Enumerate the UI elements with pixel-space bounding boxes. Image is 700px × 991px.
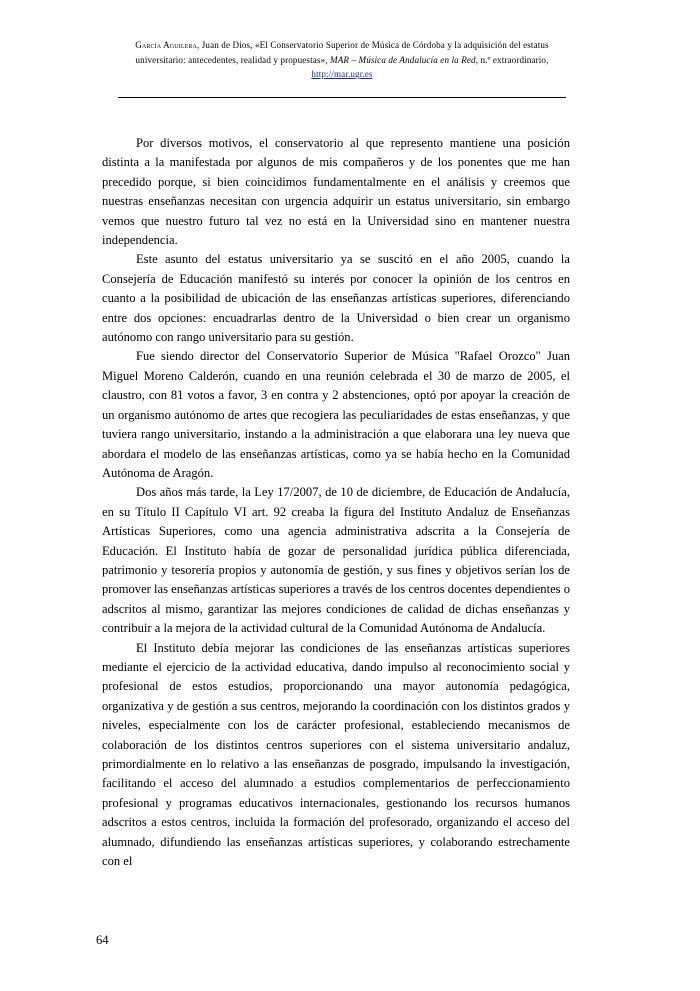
paragraph: Por diversos motivos, el conservatorio al que represento mantiene una posición distinta a la manifestada por algunos de mis compañeros y de los ponentes que me han precedido porque, si bien coincidimos fundamentalmente en el análisis y creemos que nuestras enseñanzas necesitan con urgencia adquirir un estatus universitario, sin embargo vemos que nuestro futuro tal vez no está en la Universidad sino en mantener nuestra independencia. <box>102 136 570 248</box>
page-number: 64 <box>96 933 109 947</box>
header-divider-rule <box>118 97 566 98</box>
paragraph: El Instituto debía mejorar las condiciones de las enseñanzas artísticas superiores mediante el ejercicio de la actividad educativa, dando impulso al reconocimiento social y profesional de estos estudios, proporcionando una mayor autonomía pedagógica, organizativa y de gestión a sus centros, mejorando la coordinación con los distintos grados y niveles, especialmente con los de carácter profesional, estableciendo mecanismos de colaboración de los distintos centros superiores con el sistema universitario andaluz, primordialmente en lo relativo a las enseñanzas de posgrado, impulsando la investigación, facilitando el acceso del alumnado a estudios complementarios de perfeccionamiento profesional y programas educativos internacionales, gestionando los recursos humanos adscritos a estos centros, incluida la formación del profesorado, organizando el acceso del alumnado, difundiendo las enseñanzas artísticas superiores, y colaborando estrechamente con el <box>102 640 570 869</box>
paragraph: Fue siendo director del Conservatorio Superior de Música "Rafael Orozco" Juan Miguel Moreno Calderón, cuando en una reunión celebrada el 30 de marzo de 2005, el claustro, con 81 votos a favor, 3 en contra y 2 abstenciones, optó por apoyar la creación de un organismo autónomo de artes que recogiera las peculiaridades de estas enseñanzas, y que tuviera rango universitario, instando a la administración a que elaborara una ley nueva que abordara el modelo de las enseñanzas artísticas, como ya se había hecho en la Comunidad Autónoma de Aragón. <box>102 349 570 480</box>
running-head-title: , Juan de Dios, «El Conservatorio Superior de Música de Córdoba y la adquisición del estatus universitario: antecedentes, realidad y propuestas», <box>135 40 549 65</box>
running-head-author: García Aguilera <box>135 40 197 50</box>
running-head-issue: , n.º extraordinario, <box>475 54 549 65</box>
paragraph: Este asunto del estatus universitario ya se suscitó en el año 2005, cuando la Consejería de Educación manifestó su interés por conocer la opinión de los centros en cuanto a la posibilidad de ubicación de las enseñanzas artísticas superiores, diferenciando entre dos opciones: encuadrarlas dentro de la Universidad o bien crear un organismo autónomo con rango universitario para su gestión. <box>102 252 570 345</box>
body-text-column <box>102 134 570 871</box>
paragraph: Dos años más tarde, la Ley 17/2007, de 10 de diciembre, de Educación de Andalucía, en su Título II Capítulo VI art. 92 creaba la figura del Instituto Andaluz de Enseñanzas Artísticas Superiores, como una agencia administrativa adscrita a la Consejería de Educación. El Instituto había de gozar de personalidad jurídica pública diferenciada, patrimonio y tesorería propios y autonomía de gestión, y sus fines y objetivos serían los de promover las enseñanzas artísticas superiores a través de los centros docentes dependientes o adscritos al mismo, garantizar las mejores condiciones de calidad de dichas enseñanzas y contribuir a la mejora de la actividad cultural de la Comunidad Autónoma de Andalucía. <box>102 485 570 636</box>
running-head-url-link[interactable]: http://mar.ugr.es <box>311 69 373 80</box>
running-head-journal: MAR – Música de Andalucía en la Red <box>330 54 476 65</box>
running-head <box>118 38 566 82</box>
